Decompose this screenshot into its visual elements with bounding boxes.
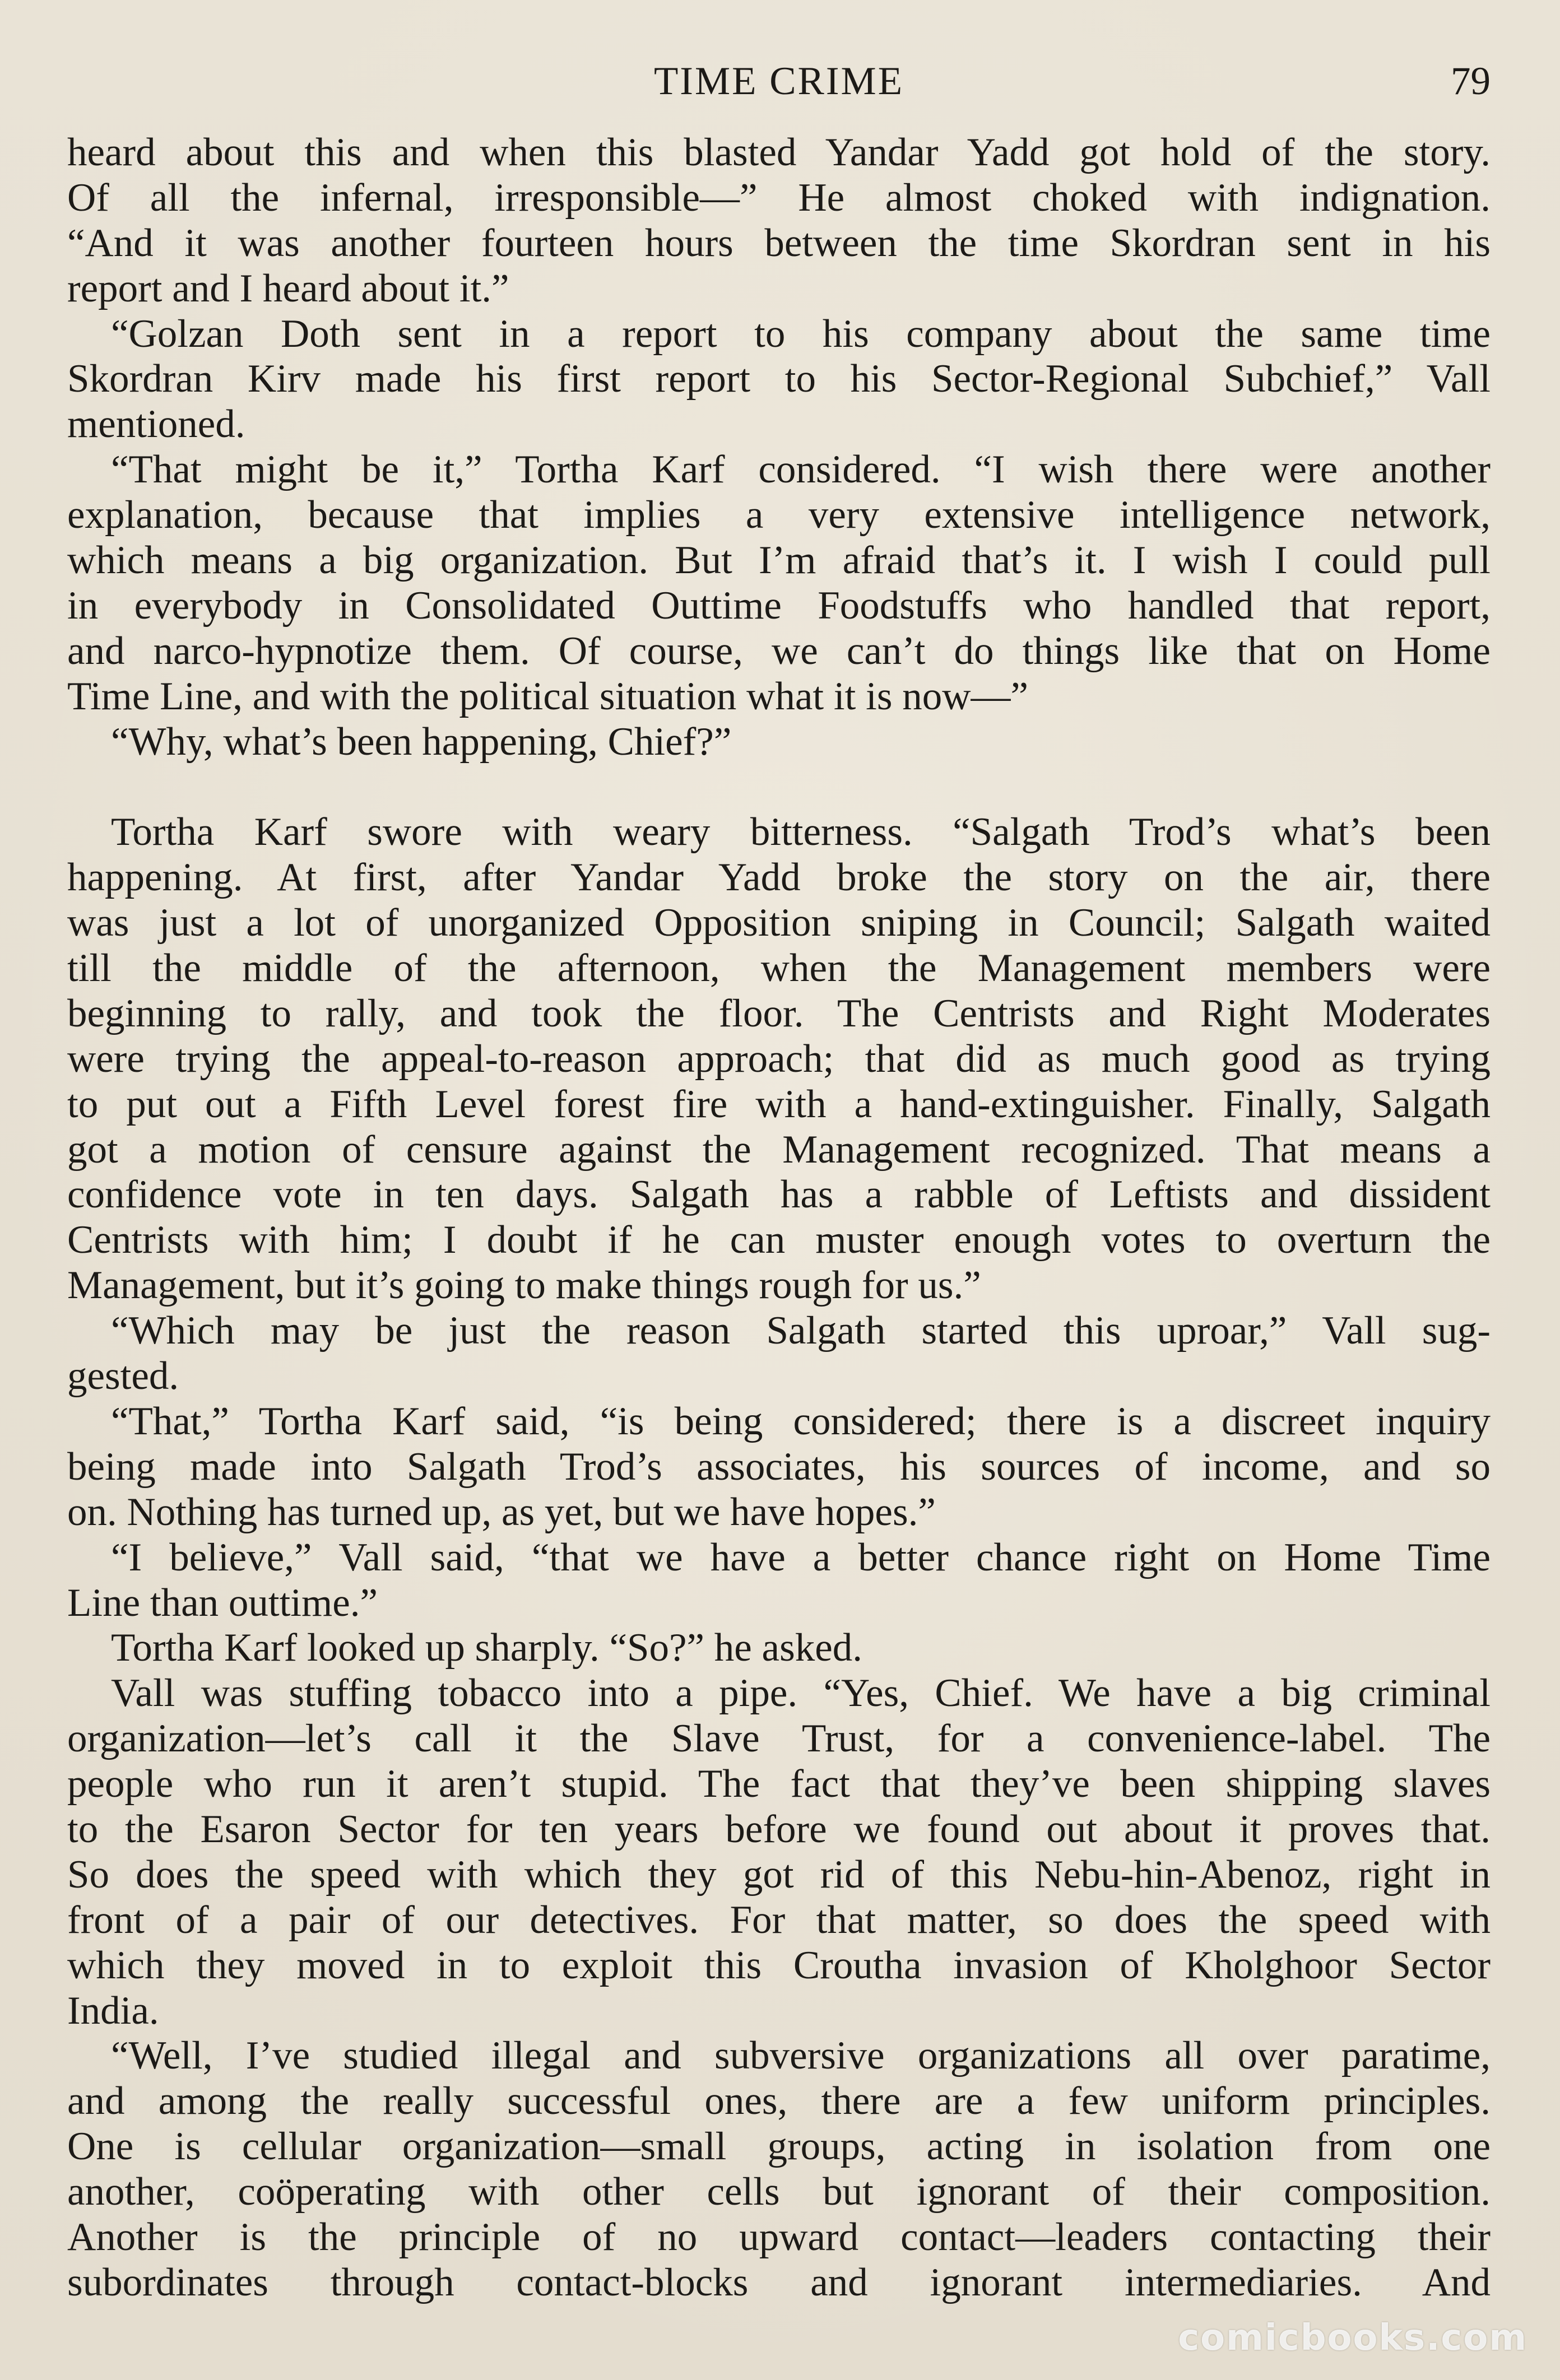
text-line: “Well, I’ve studied illegal and subversive organizations all over paratime, [111,2034,1491,2078]
text-line: on. Nothing has turned up, as yet, but we have hopes.” [67,1490,936,1534]
text-line: mentioned. [67,402,245,447]
text-line: India. [67,1988,159,2033]
text-line: “That,” Tortha Karf said, “is being considered; there is a discreet inquiry [111,1399,1491,1443]
text-line: beginning to rally, and took the floor. The Centrists and Right Moderates [67,991,1491,1035]
text-line: organization—let’s call it the Slave Trust, for a convenience-label. The [67,1717,1491,1761]
text-line: “And it was another fourteen hours between the time Skordran sent in his [67,221,1491,265]
text-line: gested. [67,1354,179,1398]
text-line: Tortha Karf looked up sharply. “So?” he asked. [111,1626,862,1670]
body-text [67,130,1491,2305]
text-line: So does the speed with which they got rid of this Nebu-hin-Abenoz, right in [67,1852,1491,1896]
text-line: heard about this and when this blasted Yandar Yadd got hold of the story. [67,131,1491,174]
text-line: which they moved in to exploit this Croutha invasion of Kholghoor Sector [67,1943,1491,1987]
text-line: report and I heard about it.” [67,266,509,310]
text-line: Line than outtime.” [67,1581,378,1625]
text-line: another, coöperating with other cells but ignorant of their composition. [67,2170,1491,2214]
text-line: “That might be it,” Tortha Karf considered. “I wish there were another [111,448,1491,492]
text-line: “Golzan Doth sent in a report to his company about the same time [111,312,1491,356]
text-line: “Which may be just the reason Salgath started this uproar,” Vall sug- [111,1309,1491,1353]
section-break [67,764,1491,810]
text-line: and among the really successful ones, there are a few uniform principles. [67,2079,1491,2123]
text-line: happening. At first, after Yandar Yadd broke the story on the air, there [67,856,1491,900]
text-line: being made into Salgath Trod’s associates, his sources of income, and so [67,1444,1491,1489]
text-line: till the middle of the afternoon, when the Management members were [67,946,1491,991]
watermark: comicbooks.com [1178,2317,1527,2359]
text-line: explanation, because that implies a very extensive intelligence network, [67,493,1491,537]
text-line: One is cellular organization—small groups, acting in isolation from one [67,2125,1491,2169]
text-line: to the Esaron Sector for ten years before we found out about it proves that. [67,1807,1491,1851]
text-line: got a motion of censure against the Management recognized. That means a [67,1127,1491,1172]
text-line: confidence vote in ten days. Salgath has a rabble of Leftists and dissident [67,1173,1491,1217]
text-line: Time Line, and with the political situation what it is now—” [67,674,1028,718]
text-line: “I believe,” Vall said, “that we have a better chance right on Home Time [111,1535,1491,1579]
text-line: Vall was stuffing tobacco into a pipe. “Yes, Chief. We have a big criminal [111,1671,1491,1716]
running-title: TIME CRIME [653,59,904,103]
text-line: Another is the principle of no upward contact—leaders contacting their [67,2215,1491,2259]
page-number: 79 [1451,59,1491,103]
text-line: was just a lot of unorganized Opposition sniping in Council; Salgath waited [67,901,1491,945]
text-line: in everybody in Consolidated Outtime Foodstuffs who handled that report, [67,583,1491,627]
text-line: “Why, what’s been happening, Chief?” [111,719,732,764]
text-line: and narco-hypnotize them. Of course, we can’t do things like that on Home [67,629,1491,673]
running-head [67,56,1491,106]
text-line: Tortha Karf swore with weary bitterness. “Salgath Trod’s what’s been [111,810,1491,854]
text-line: front of a pair of our detectives. For that matter, so does the speed with [67,1898,1491,1942]
text-line: which means a big organization. But I’m afraid that’s it. I wish I could pull [67,538,1491,583]
text-line: Of all the infernal, irresponsible—” He almost choked with indignation. [67,175,1491,220]
text-line: were trying the appeal-to-reason approach; that did as much good as trying [67,1036,1491,1081]
text-line: Centrists with him; I doubt if he can muster enough votes to overturn the [67,1218,1491,1262]
text-line: to put out a Fifth Level forest fire with a hand-extinguisher. Finally, Salgath [67,1082,1491,1126]
text-line: Management, but it’s going to make things rough for us.” [67,1263,981,1308]
text-line: subordinates through contact-blocks and ignorant intermediaries. And [67,2260,1491,2304]
text-line: Skordran Kirv made his first report to his Sector-Regional Subchief,” Vall [67,357,1491,401]
text-line: people who run it aren’t stupid. The fact that they’ve been shipping slaves [67,1762,1491,1806]
